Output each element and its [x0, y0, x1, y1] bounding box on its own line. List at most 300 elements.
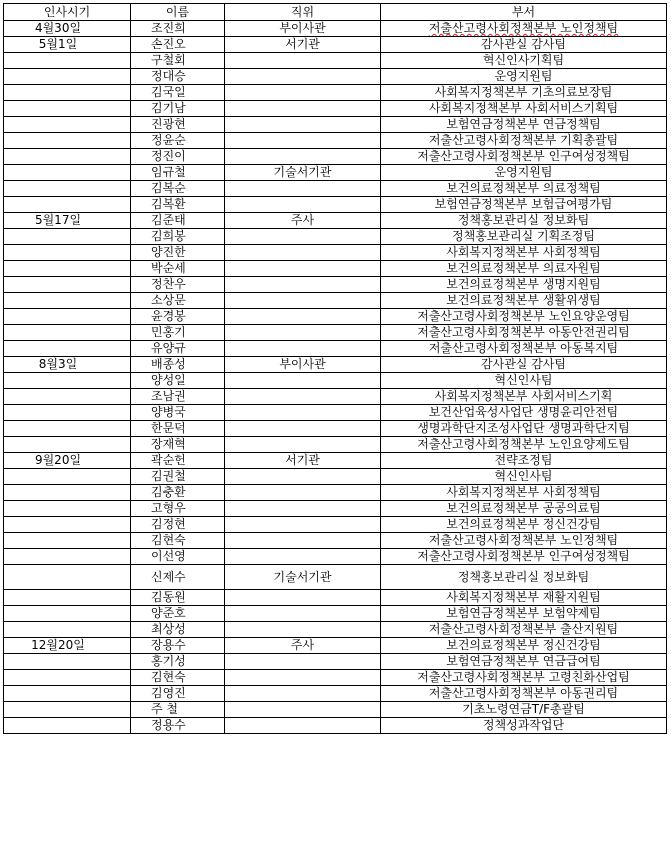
cell-name-text: 손진오: [151, 37, 186, 51]
cell-name: [131, 357, 225, 373]
cell-name: [131, 165, 225, 181]
cell-dept: [381, 181, 667, 197]
cell-rank: [225, 437, 381, 453]
cell-name: [131, 638, 225, 654]
cell-name: [131, 654, 225, 670]
cell-dept: [381, 69, 667, 85]
cell-rank: [225, 638, 381, 654]
cell-dept-text: 보건의료정책본부 공공의료팀: [446, 501, 601, 515]
cell-rank: [225, 389, 381, 405]
cell-dept-text: 사회복지정책본부 사회서비스기획: [434, 389, 613, 403]
cell-dept-text: 저출산고령사회정책본부 기획총괄팀: [428, 133, 619, 147]
cell-name-text: 최상성: [151, 622, 186, 636]
table-row: [4, 437, 667, 453]
cell-name: [131, 373, 225, 389]
table-row: [4, 165, 667, 181]
table-row: [4, 702, 667, 718]
cell-name-text: 임규철: [151, 165, 186, 179]
table-row: [4, 670, 667, 686]
cell-dept: [381, 229, 667, 245]
cell-date: [4, 181, 131, 197]
table-row: [4, 85, 667, 101]
cell-dept-text: 감사관실 감사팀: [481, 357, 566, 371]
cell-name-text: 조진희: [151, 21, 186, 35]
cell-dept-text: 저출산고령사회정책본부 아동복지팀: [428, 341, 619, 355]
cell-name-text: 유양규: [151, 341, 186, 355]
cell-date: [4, 37, 131, 53]
cell-dept-text: 정책홍보관리실 정보화팀: [457, 213, 590, 227]
cell-date-text: 12월20일: [31, 638, 85, 652]
cell-name: [131, 341, 225, 357]
cell-rank-text: 기술서기관: [273, 165, 332, 179]
cell-name-text: 양성일: [151, 373, 186, 387]
cell-date: [4, 325, 131, 341]
cell-name: [131, 389, 225, 405]
cell-rank: [225, 533, 381, 549]
cell-dept: [381, 606, 667, 622]
cell-dept-text: 정책성과작업단: [482, 718, 565, 732]
cell-dept: [381, 277, 667, 293]
cell-dept: [381, 21, 667, 37]
table-row: [4, 117, 667, 133]
cell-dept-text: 감사관실 감사팀: [481, 37, 566, 51]
cell-date: [4, 590, 131, 606]
cell-dept: [381, 565, 667, 590]
table-row: [4, 405, 667, 421]
cell-dept-text: 사회복지정책본부 기초의료보장팀: [434, 85, 613, 99]
table-row: [4, 565, 667, 590]
cell-name: [131, 718, 225, 734]
cell-dept: [381, 101, 667, 117]
cell-date: [4, 309, 131, 325]
cell-name: [131, 533, 225, 549]
cell-dept-text: 혁신인사팀: [494, 373, 553, 387]
cell-dept: [381, 341, 667, 357]
table-row: [4, 421, 667, 437]
cell-name: [131, 69, 225, 85]
cell-rank: [225, 341, 381, 357]
cell-rank: [225, 181, 381, 197]
cell-dept-text: 보건산업육성사업단 생명윤리안전팀: [428, 405, 619, 419]
table-row: [4, 485, 667, 501]
cell-rank: [225, 101, 381, 117]
cell-dept-text: 생명과학단지조성사업단 생명과학단지팀: [417, 421, 630, 435]
cell-rank: [225, 702, 381, 718]
table-row: [4, 718, 667, 734]
cell-dept-text: 운영지원팀: [494, 165, 553, 179]
cell-name-text: 김현숙: [151, 533, 186, 547]
cell-rank: [225, 69, 381, 85]
cell-name: [131, 21, 225, 37]
header-name: 이름: [131, 4, 225, 21]
personnel-table: [3, 3, 667, 734]
table-row: [4, 101, 667, 117]
table-row: [4, 309, 667, 325]
cell-dept-text: 저출산고령사회정책본부 인구여성정책팀: [417, 549, 630, 563]
cell-rank: [225, 277, 381, 293]
cell-date: [4, 686, 131, 702]
cell-dept: [381, 453, 667, 469]
cell-dept: [381, 437, 667, 453]
cell-dept-text: 정책홍보관리실 정보화팀: [457, 569, 590, 584]
cell-name-text: 김준태: [151, 213, 186, 227]
cell-name: [131, 405, 225, 421]
cell-name-text: 김영진: [151, 686, 186, 700]
cell-rank: [225, 517, 381, 533]
cell-name-text: 소상문: [151, 293, 186, 307]
cell-name-text: 양준호: [151, 606, 186, 620]
cell-date: [4, 277, 131, 293]
cell-date: [4, 421, 131, 437]
cell-rank: [225, 149, 381, 165]
cell-date: [4, 53, 131, 69]
cell-dept: [381, 325, 667, 341]
cell-dept: [381, 261, 667, 277]
cell-dept: [381, 245, 667, 261]
header-row: [4, 4, 667, 21]
cell-date: [4, 453, 131, 469]
header-date: 인사시기: [4, 4, 131, 21]
cell-dept-text: 보건의료정책본부 의료자원팀: [446, 261, 601, 275]
cell-date: [4, 638, 131, 654]
cell-dept: [381, 117, 667, 133]
cell-dept-text: 운영지원팀: [494, 69, 553, 83]
table-row: [4, 501, 667, 517]
table-row: [4, 21, 667, 37]
cell-name: [131, 101, 225, 117]
cell-dept-text: 정책홍보관리실 기획조정팀: [452, 229, 595, 243]
cell-name-text: 홍기성: [151, 654, 186, 668]
cell-name: [131, 421, 225, 437]
cell-rank: [225, 165, 381, 181]
cell-name: [131, 590, 225, 606]
cell-dept: [381, 165, 667, 181]
cell-rank: [225, 53, 381, 69]
cell-name-text: 김복순: [151, 181, 186, 195]
cell-date: [4, 149, 131, 165]
cell-rank: [225, 622, 381, 638]
cell-rank-text: 주사: [290, 638, 315, 652]
cell-dept-text: 보건의료정책본부 정신건강팀: [446, 517, 601, 531]
table-row: [4, 341, 667, 357]
table-row: [4, 517, 667, 533]
cell-name: [131, 606, 225, 622]
cell-name: [131, 622, 225, 638]
cell-name-text: 곽순헌: [151, 453, 186, 467]
cell-name-text: 조남권: [151, 389, 186, 403]
table-row: [4, 453, 667, 469]
cell-name-text: 양병국: [151, 405, 186, 419]
cell-date: [4, 133, 131, 149]
cell-date: [4, 517, 131, 533]
cell-name-text: 배종성: [151, 357, 186, 371]
table-row: [4, 181, 667, 197]
cell-rank: [225, 485, 381, 501]
table-body: [4, 21, 667, 734]
cell-name-text: 정찬우: [151, 277, 186, 291]
cell-name: [131, 37, 225, 53]
table-row: [4, 69, 667, 85]
table-row: [4, 373, 667, 389]
cell-dept: [381, 517, 667, 533]
cell-dept-text: 보험연금정책본부 연금급여팀: [446, 654, 601, 668]
cell-rank: [225, 213, 381, 229]
cell-dept-text: 보험연금정책본부 연금정책팀: [446, 117, 601, 131]
cell-dept: [381, 309, 667, 325]
table-row: [4, 606, 667, 622]
cell-date-text: 4월30일: [34, 21, 82, 35]
cell-dept: [381, 53, 667, 69]
cell-date: [4, 213, 131, 229]
cell-name-text: 신제수: [151, 569, 186, 584]
cell-name-text: 김정현: [151, 517, 186, 531]
cell-name-text: 김권철: [151, 469, 186, 483]
cell-dept-text: 저출산고령사회정책본부 아동안전권리팀: [417, 325, 630, 339]
cell-name: [131, 549, 225, 565]
cell-date: [4, 437, 131, 453]
header-rank: 직위: [225, 4, 381, 21]
cell-name-text: 정진이: [151, 149, 186, 163]
cell-name: [131, 517, 225, 533]
cell-dept: [381, 149, 667, 165]
cell-name-text: 김국일: [151, 85, 186, 99]
cell-date: [4, 165, 131, 181]
cell-dept-text: 저출산고령사회정책본부 아동권리팀: [428, 686, 619, 700]
table-row: [4, 469, 667, 485]
cell-name: [131, 181, 225, 197]
cell-rank: [225, 309, 381, 325]
cell-name-text: 진광현: [151, 117, 186, 131]
cell-dept-text: 저출산고령사회정책본부 출산지원팀: [428, 622, 619, 636]
cell-rank: [225, 501, 381, 517]
cell-name: [131, 437, 225, 453]
cell-date: [4, 565, 131, 590]
cell-date: [4, 549, 131, 565]
cell-rank-text: 서기관: [285, 37, 320, 51]
cell-dept: [381, 197, 667, 213]
cell-dept-text: 저출산고령사회정책본부 노인요양제도팀: [417, 437, 630, 451]
cell-name-text: 박순세: [151, 261, 186, 275]
cell-name: [131, 485, 225, 501]
cell-dept-text: 보험연금정책본부 보험약제팀: [446, 606, 601, 620]
cell-date: [4, 501, 131, 517]
cell-name-text: 김복환: [151, 197, 186, 211]
cell-name: [131, 702, 225, 718]
cell-rank: [225, 21, 381, 37]
table-row: [4, 133, 667, 149]
cell-dept-text: 보건의료정책본부 의료정책팀: [446, 181, 601, 195]
cell-dept: [381, 622, 667, 638]
cell-name-text: 고형우: [151, 501, 186, 515]
cell-date: [4, 197, 131, 213]
cell-date: [4, 357, 131, 373]
cell-dept: [381, 421, 667, 437]
cell-dept: [381, 533, 667, 549]
cell-name: [131, 133, 225, 149]
cell-rank: [225, 469, 381, 485]
cell-rank: [225, 453, 381, 469]
cell-name-text: 이선영: [151, 549, 186, 563]
cell-name: [131, 85, 225, 101]
cell-rank: [225, 37, 381, 53]
cell-dept: [381, 405, 667, 421]
cell-rank: [225, 197, 381, 213]
cell-name-text: 장용수: [151, 638, 186, 652]
cell-rank: [225, 373, 381, 389]
cell-rank: [225, 85, 381, 101]
cell-dept-text: 보건의료정책본부 생활위생팀: [446, 293, 601, 307]
cell-dept-text: 저출산고령사회정책본부 노인요양운영팀: [417, 309, 630, 323]
table-row: [4, 622, 667, 638]
cell-rank: [225, 293, 381, 309]
table-row: [4, 357, 667, 373]
table-row: [4, 37, 667, 53]
table-row: [4, 686, 667, 702]
cell-name: [131, 213, 225, 229]
cell-name-text: 김충환: [151, 485, 186, 499]
cell-name-text: 정윤순: [151, 133, 186, 147]
cell-date: [4, 21, 131, 37]
cell-rank: [225, 261, 381, 277]
cell-rank: [225, 117, 381, 133]
cell-dept: [381, 357, 667, 373]
table-row: [4, 149, 667, 165]
cell-rank-text: 부이사관: [279, 21, 326, 35]
cell-name-text: 윤경봉: [151, 309, 186, 323]
cell-date: [4, 69, 131, 85]
cell-date: [4, 469, 131, 485]
cell-name: [131, 670, 225, 686]
cell-date: [4, 261, 131, 277]
cell-name-text: 김기남: [151, 101, 186, 115]
cell-rank: [225, 670, 381, 686]
cell-name: [131, 501, 225, 517]
cell-dept: [381, 718, 667, 734]
cell-dept-text: 혁신인사팀: [494, 469, 553, 483]
cell-date: [4, 654, 131, 670]
cell-name-text: 정대승: [151, 69, 186, 83]
table-row: [4, 197, 667, 213]
cell-date: [4, 622, 131, 638]
cell-name: [131, 309, 225, 325]
cell-dept: [381, 373, 667, 389]
cell-name-text: 김희봉: [151, 229, 186, 243]
cell-date: [4, 85, 131, 101]
cell-rank: [225, 133, 381, 149]
cell-rank: [225, 325, 381, 341]
cell-name: [131, 686, 225, 702]
table-row: [4, 245, 667, 261]
cell-name-text: 한문덕: [151, 421, 186, 435]
cell-rank: [225, 718, 381, 734]
cell-rank: [225, 590, 381, 606]
cell-date: [4, 485, 131, 501]
cell-name: [131, 325, 225, 341]
cell-dept: [381, 485, 667, 501]
cell-dept-text: 사회복지정책본부 사회정책팀: [446, 245, 601, 259]
table-row: [4, 533, 667, 549]
cell-date: [4, 533, 131, 549]
cell-name: [131, 293, 225, 309]
cell-dept: [381, 293, 667, 309]
cell-dept-text: 보건의료정책본부 생명지원팀: [446, 277, 601, 291]
table-row: [4, 293, 667, 309]
cell-dept-text: 보건의료정책본부 정신건강팀: [446, 638, 601, 652]
cell-date-text: 9월20일: [34, 453, 82, 467]
cell-date: [4, 718, 131, 734]
table-row: [4, 638, 667, 654]
cell-dept-text: 저출산고령사회정책본부 노인정책팀: [428, 21, 619, 35]
cell-name: [131, 469, 225, 485]
cell-dept-text: 저출산고령사회정책본부 노인정책팀: [428, 533, 619, 547]
cell-date: [4, 702, 131, 718]
cell-name-text: 정용수: [151, 718, 186, 732]
header-dept: 부서: [381, 4, 667, 21]
cell-rank: [225, 606, 381, 622]
cell-dept: [381, 389, 667, 405]
cell-name: [131, 53, 225, 69]
cell-name: [131, 277, 225, 293]
cell-dept: [381, 213, 667, 229]
cell-dept: [381, 469, 667, 485]
cell-dept: [381, 702, 667, 718]
table-row: [4, 325, 667, 341]
cell-rank: [225, 245, 381, 261]
cell-date: [4, 245, 131, 261]
cell-date: [4, 405, 131, 421]
document-page: [3, 3, 667, 734]
cell-date: [4, 373, 131, 389]
table-row: [4, 261, 667, 277]
cell-date-text: 8월3일: [38, 357, 78, 371]
cell-rank-text: 부이사관: [279, 357, 326, 371]
cell-dept-text: 혁신인사기획팀: [482, 53, 565, 67]
cell-dept-text: 기초노령연금T/F총괄팀: [462, 702, 585, 716]
cell-date: [4, 670, 131, 686]
table-row: [4, 389, 667, 405]
cell-date: [4, 389, 131, 405]
cell-date: [4, 229, 131, 245]
cell-name: [131, 117, 225, 133]
cell-name: [131, 197, 225, 213]
cell-date: [4, 117, 131, 133]
cell-name: [131, 261, 225, 277]
cell-name: [131, 229, 225, 245]
table-row: [4, 654, 667, 670]
table-row: [4, 213, 667, 229]
cell-rank: [225, 357, 381, 373]
cell-dept-text: 사회복지정책본부 사회정책팀: [446, 485, 601, 499]
cell-rank: [225, 229, 381, 245]
cell-name: [131, 565, 225, 590]
cell-date: [4, 293, 131, 309]
cell-rank: [225, 654, 381, 670]
cell-dept: [381, 590, 667, 606]
cell-rank: [225, 565, 381, 590]
cell-dept-text: 보험연금정책본부 보험급여평가팀: [434, 197, 613, 211]
cell-dept-text: 사회복지정책본부 재활지원팀: [446, 590, 601, 604]
cell-name-text: 장재혁: [151, 437, 186, 451]
cell-rank-text: 기술서기관: [273, 569, 332, 584]
cell-dept: [381, 37, 667, 53]
cell-rank: [225, 421, 381, 437]
table-row: [4, 229, 667, 245]
cell-name-text: 민홍기: [151, 325, 186, 339]
cell-dept: [381, 670, 667, 686]
cell-dept-text: 전략조정팀: [494, 453, 553, 467]
cell-dept: [381, 638, 667, 654]
cell-dept-text: 저출산고령사회정책본부 고령친화산업팀: [417, 670, 630, 684]
